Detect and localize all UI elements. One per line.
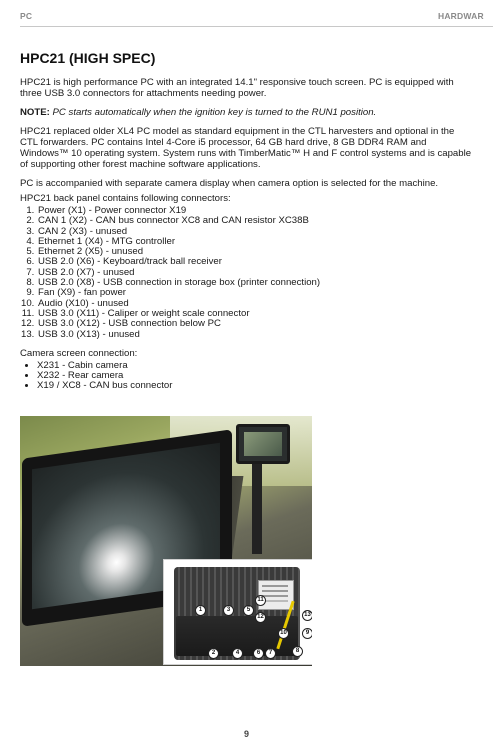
- callout-marker: 7: [265, 648, 276, 659]
- list-item: • X19 / XC8 - CAN bus connector: [37, 381, 472, 391]
- callout-marker: 2: [208, 648, 219, 659]
- list-item: 12. USB 3.0 (X12) - USB connection below PC: [37, 319, 472, 329]
- header-divider: [20, 26, 493, 27]
- list-item: 1. Power (X1) - Power connector X19: [37, 206, 472, 216]
- callout-marker: 9: [302, 628, 312, 639]
- camera-connection-list: [20, 361, 472, 392]
- camera-connection-intro: Camera screen connection:: [20, 347, 138, 359]
- camera-display-paragraph: PC is accompanied with separate camera display when camera option is selected for the machine.: [20, 178, 439, 189]
- callout-marker: 1: [195, 605, 206, 616]
- header-section-label: PC: [20, 11, 33, 21]
- page-number: 9: [243, 729, 249, 739]
- intro-paragraph: HPC21 is high performance PC with an integrated 14.1" responsive touch screen. PC is equipped with three USB 3.0 connectors for attachments needing power.: [20, 77, 454, 99]
- list-item: 13. USB 3.0 (X13) - unused: [37, 330, 472, 340]
- replaced-paragraph: HPC21 replaced older XL4 PC model as standard equipment in the CTL harvesters and optional in the CTL forwarders. PC contains Intel 4-Core i5 processor, 64 GB hard drive, 8 GB DDR4 RAM and Windows™ 10 operating system. System runs with TimberMatic™ H and F control systems and is capable of supporting other forest machine software applications.: [20, 126, 472, 170]
- list-item: 6. USB 2.0 (X6) - Keyboard/track ball receiver: [37, 257, 472, 267]
- list-item: • X231 - Cabin camera: [37, 361, 472, 371]
- callout-marker: 11: [255, 595, 266, 606]
- camera-display-post: [252, 464, 262, 554]
- callout-marker: 6: [253, 648, 264, 659]
- list-item: 7. USB 2.0 (X7) - unused: [37, 268, 472, 278]
- note-paragraph: [20, 107, 472, 118]
- list-item: 9. Fan (X9) - fan power: [37, 288, 472, 298]
- list-item: • X232 - Rear camera: [37, 371, 472, 381]
- callout-marker: 3: [223, 605, 234, 616]
- list-item: 8. USB 2.0 (X8) - USB connection in storage box (printer connection): [37, 278, 472, 288]
- header-chapter-label: HARDWAR: [438, 11, 484, 21]
- back-panel-inset: [163, 559, 312, 665]
- list-item: 5. Ethernet 2 (X5) - unused: [37, 247, 472, 257]
- callout-marker: 4: [232, 648, 243, 659]
- callout-marker: 13: [302, 610, 312, 621]
- back-panel-intro: HPC21 back panel contains following connectors:: [20, 193, 231, 204]
- cabin-pc-photo: [20, 416, 312, 666]
- list-item: 10. Audio (X10) - unused: [37, 299, 472, 309]
- connector-list: [20, 206, 472, 340]
- callout-marker: 12: [255, 612, 266, 623]
- note-label: NOTE:: [20, 107, 50, 118]
- callout-marker: 8: [292, 646, 303, 657]
- note-text: PC starts automatically when the ignition key is turned to the RUN1 position.: [49, 107, 377, 118]
- page-header: [20, 9, 493, 23]
- page-content: [20, 50, 472, 392]
- list-item: 11. USB 3.0 (X11) - Caliper or weight scale connector: [37, 309, 472, 319]
- section-title: HPC21 (HIGH SPEC): [20, 50, 156, 66]
- callout-marker: 10: [278, 628, 289, 639]
- list-item: 2. CAN 1 (X2) - CAN bus connector XC8 and CAN resistor XC38B: [37, 216, 472, 226]
- camera-display: [236, 424, 290, 464]
- callout-marker: 5: [243, 605, 254, 616]
- list-item: 4. Ethernet 1 (X4) - MTG controller: [37, 237, 472, 247]
- list-item: 3. CAN 2 (X3) - unused: [37, 227, 472, 237]
